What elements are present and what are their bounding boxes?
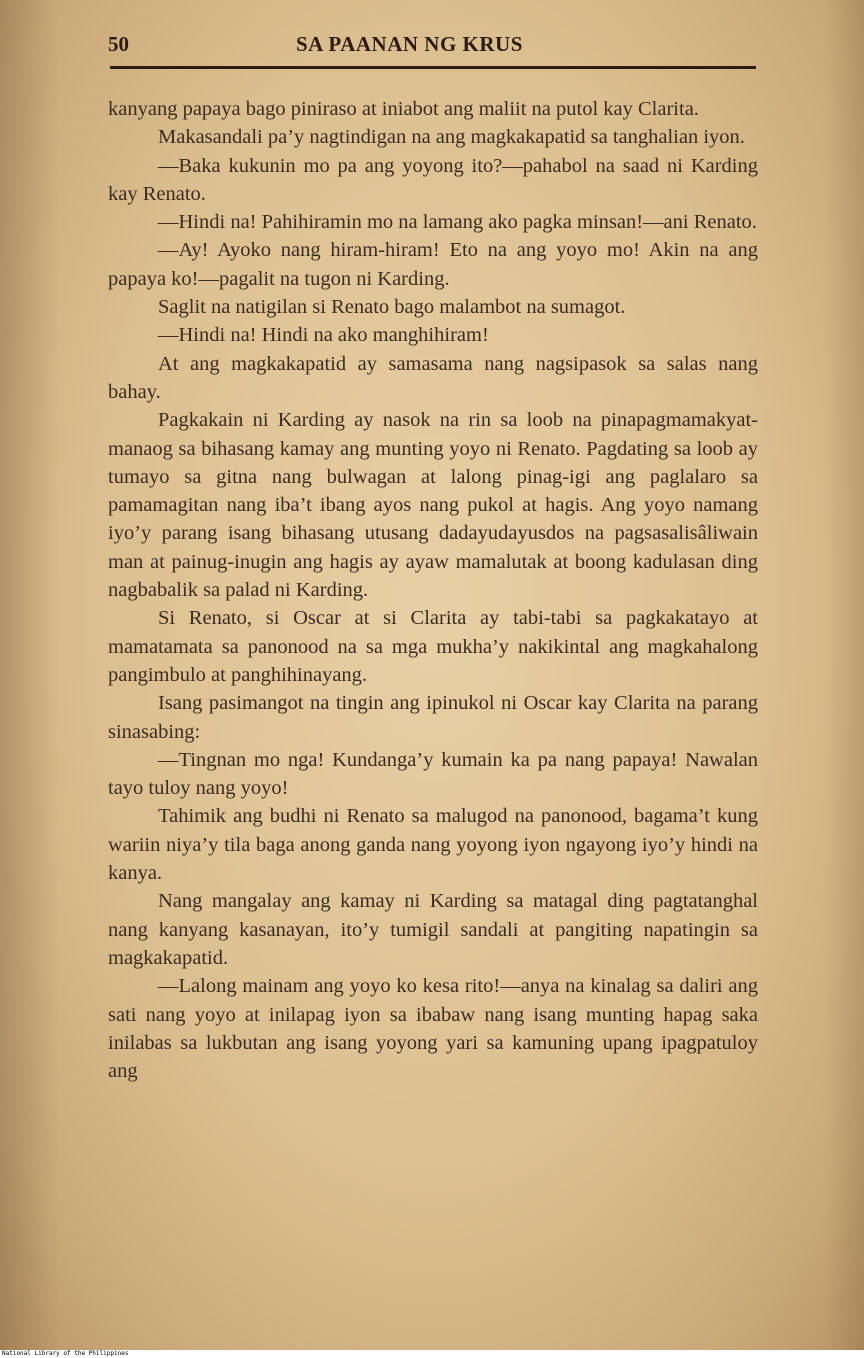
- paragraph: —Hindi na! Pahihiramin mo na lamang ako pagka minsan!—ani Renato.: [158, 211, 757, 234]
- paragraph: —Hindi na! Hindi na ako manghihiram!: [158, 324, 489, 347]
- running-head-title: SA PAANAN NG KRUS: [296, 32, 523, 56]
- page-number: 50: [108, 32, 129, 56]
- header-rule: [110, 66, 756, 69]
- paragraph: —Baka kukunin mo pa ang yoyong ito?—pahabol na saad ni Karding kay Renato.: [108, 154, 758, 205]
- paragraph: Isang pasimangot na tingin ang ipinukol ni Oscar kay Clarita na parang sinasabing:: [108, 692, 758, 743]
- paragraph: —Lalong mainam ang yoyo ko kesa rito!—anya na kinalag sa daliri ang sati nang yoyo at inilapag iyon sa ibabaw nang isang munting hapag saka inilabas sa lukbutan ang isang yoyong yari sa kamuning upang ipagpatuloy ang: [108, 975, 758, 1083]
- body-text: [108, 95, 758, 1085]
- page-shadow-right: [824, 0, 864, 1350]
- paragraph: At ang magkakapatid ay samasama nang nagsipasok sa salas nang bahay.: [108, 352, 758, 403]
- paragraph: Saglit na natigilan si Renato bago malambot na sumagot.: [158, 296, 626, 319]
- library-credit: National Library of the Philippines: [2, 1350, 129, 1357]
- paragraph: —Tingnan mo nga! Kundanga’y kumain ka pa nang papaya! Nawalan tayo tuloy nang yoyo!: [108, 748, 758, 800]
- paragraph: Tahimik ang budhi ni Renato sa malugod na panonood, bagama’t kung wariin niya’y tila baga anong ganda nang yoyong iyon ngayong iyo’y hindi na kanya.: [108, 805, 758, 885]
- paragraph: Nang mangalay ang kamay ni Karding sa matagal ding pagtatanghal nang kanyang kasanayan, ito’y tumigil sandali at pangiting napatingin sa magkakapatid.: [108, 890, 758, 969]
- paragraph: Makasandali pa’y nagtindigan na ang magkakapatid sa tanghalian iyon.: [158, 126, 745, 149]
- paragraph: Pagkakain ni Karding ay nasok na rin sa loob na pinapagmamakyat-manaog sa bihasang kamay ang munting yoyo ni Renato. Pagdating sa loob ay tumayo sa gitna nang bulwagan at lalong pinag-igi ang paglalaro sa pamamagitan nang iba’t ibang ayos nang pukol at hagis. Ang yoyo namang iyo’y parang isang bihasang utusang dadayudayusdos na pagsasalisâliwain man at painug-inugin ang hagis ay ayaw mamalutak at boong kadulasan ding nagbabalik sa palad ni Karding.: [108, 409, 758, 602]
- paragraph: —Ay! Ayoko nang hiram-hiram! Eto na ang yoyo mo! Akin na ang papaya ko!—pagalit na tugon ni Karding.: [108, 239, 758, 290]
- page-shadow-left: [0, 0, 60, 1350]
- paragraph: Si Renato, si Oscar at si Clarita ay tabi-tabi sa pagkakatayo at mamatamata sa panonood na sa mga mukha’y nakikintal ang magkahalong pangimbulo at panghihinayang.: [108, 607, 758, 686]
- page-header: [108, 32, 758, 62]
- paragraph: kanyang papaya bago piniraso at iniabot ang maliit na putol kay Clarita.: [108, 98, 699, 120]
